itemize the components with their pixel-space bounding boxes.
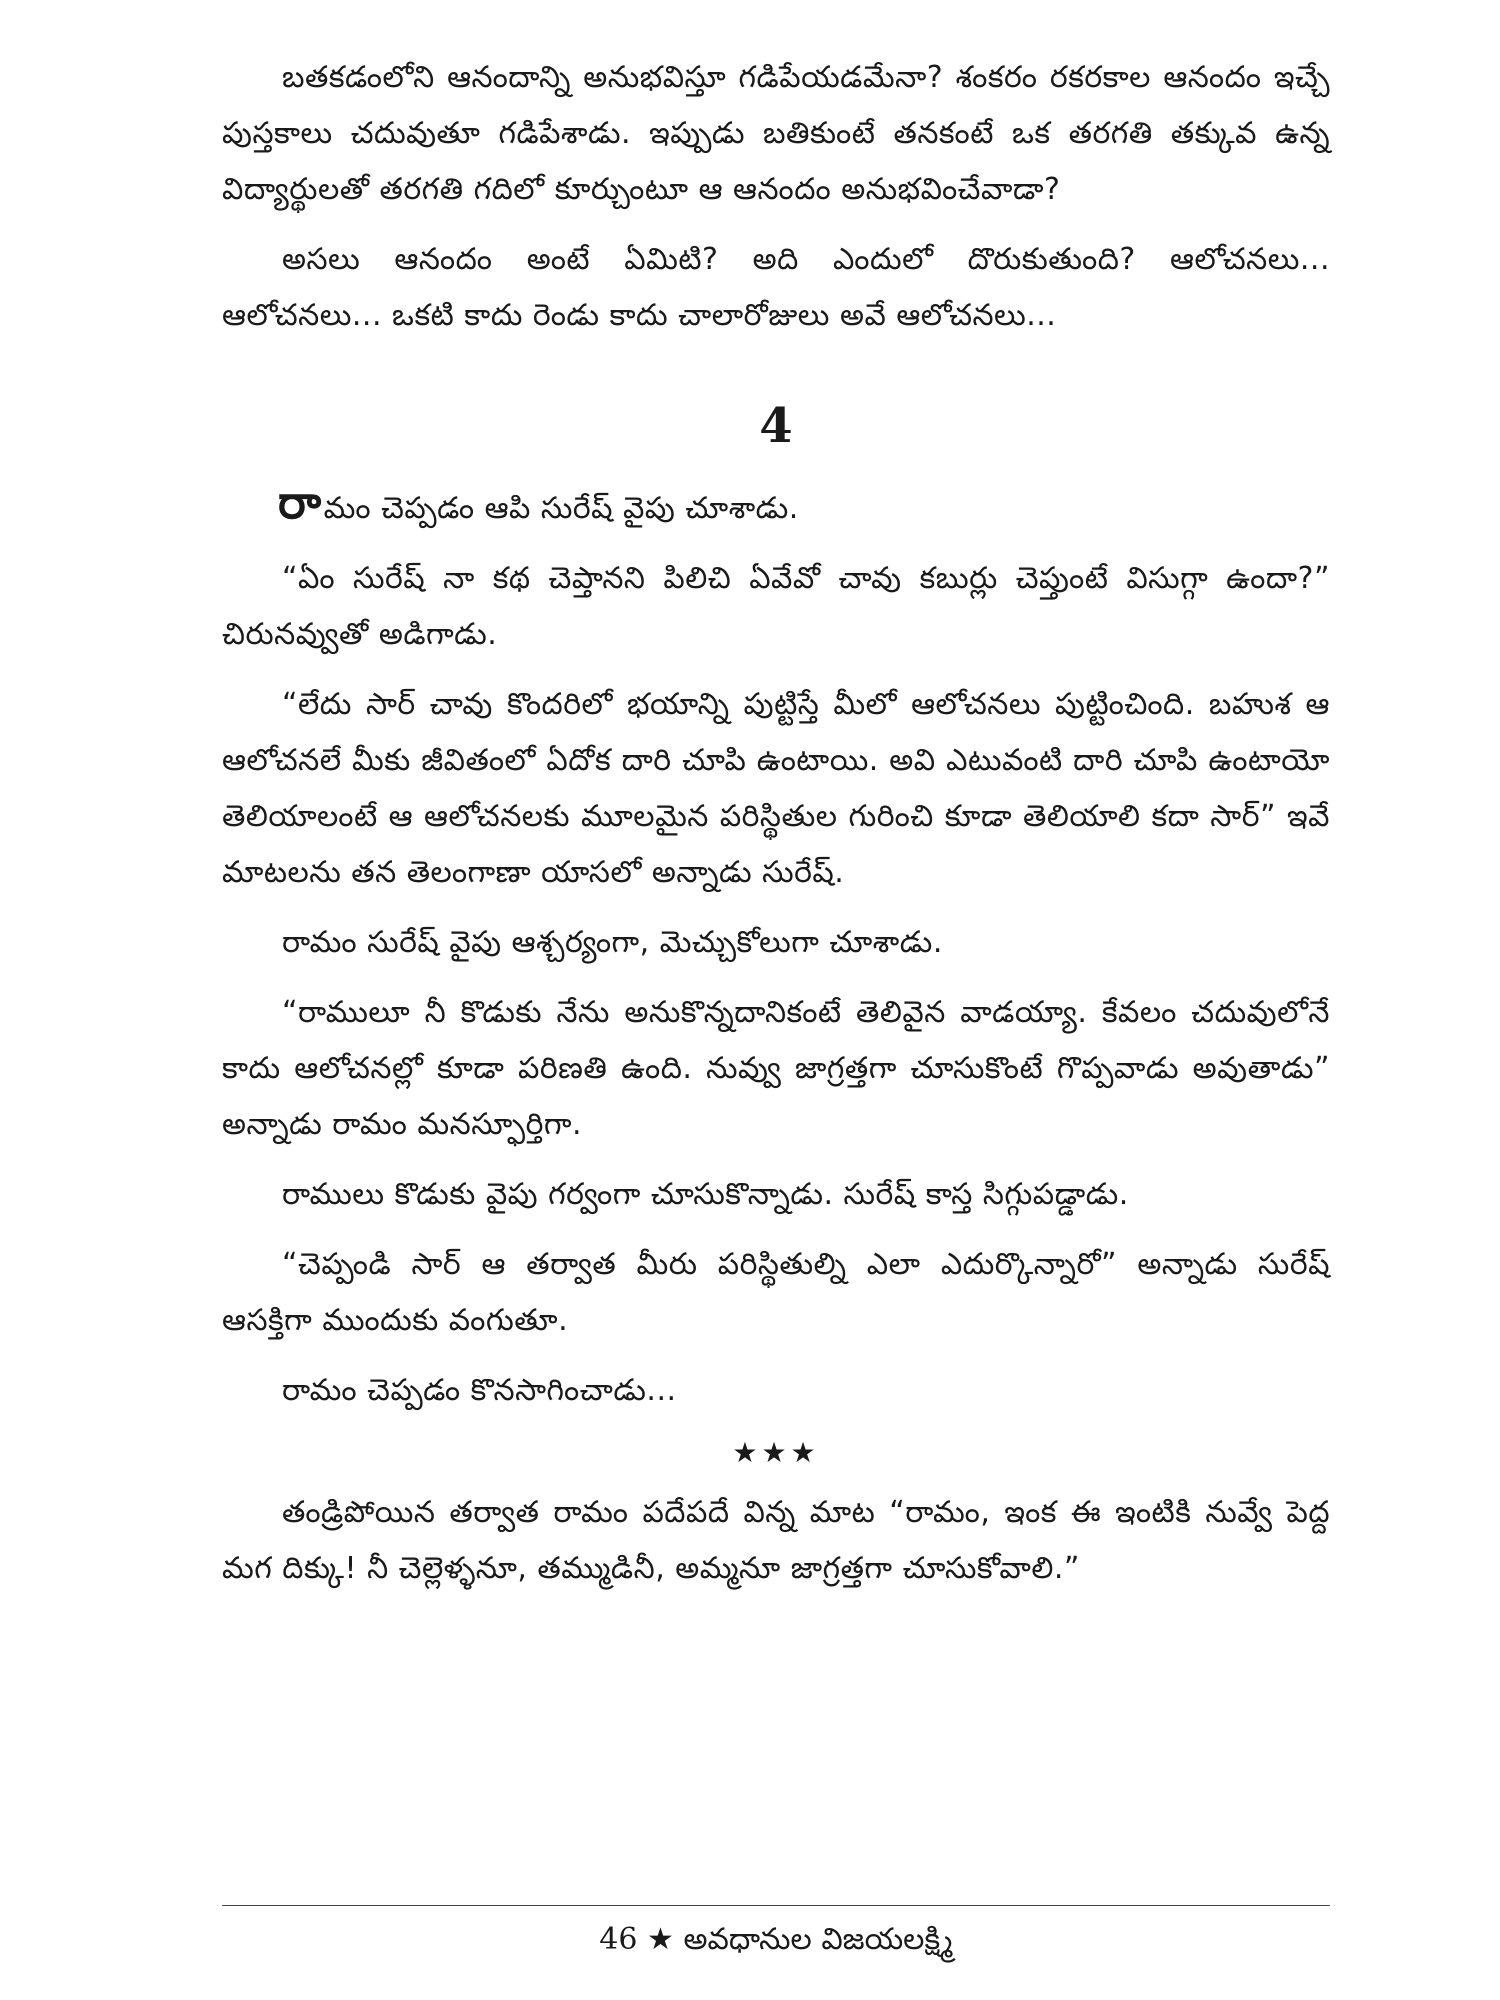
opening-text: మం చెప్పడం ఆపి సురేష్ వైపు చూశాడు. <box>323 491 799 526</box>
drop-cap: రా <box>278 475 322 529</box>
page-number: 46 <box>599 1922 638 1957</box>
paragraph: బతకడంలోని ఆనందాన్ని అనుభవిస్తూ గడిపేయడమేనా? శంకరం రకరకాల ఆనందం ఇచ్చే పుస్తకాలు చదువుతూ గడిపేశాడు. ఇప్పుడు బతికుంటే తనకంటే ఒక తరగతి తక్కువ ఉన్న విద్యార్థులతో తరగతి గదిలో కూర్చుంటూ ఆ ఆనందం అనుభవించేవాడా? <box>222 60 1330 207</box>
paragraph: అసలు ఆనందం అంటే ఏమిటి? అది ఎందులో దొరుకుతుంది? ఆలోచనలు... ఆలోచనలు... ఒకటి కాదు రెండు కాదు చాలారోజులు అవే ఆలోచనలు... <box>222 242 1330 333</box>
paragraph: “చెప్పండి సార్ ఆ తర్వాత మీరు పరిస్థితుల్ని ఎలా ఎదుర్కొన్నారో” అన్నాడు సురేష్ ఆసక్తిగా ముందుకు వంగుతూ. <box>222 1247 1330 1338</box>
paragraph: రాములు కొడుకు వైపు గర్వంగా చూసుకొన్నాడు. సురేష్ కాస్త సిగ్గుపడ్డాడు. <box>282 1177 1129 1212</box>
page-footer <box>222 1918 1330 1962</box>
paragraph: “లేదు సార్ చావు కొందరిలో భయాన్ని పుట్టిస్తే మీలో ఆలోచనలు పుట్టించింది. బహుశ ఆ ఆలోచనలే మీకు జీవితంలో ఏదోక దారి చూపి ఉంటాయి. అవి ఎటువంటి దారి చూపి ఉంటాయో తెలియాలంటే ఆ ఆలోచనలకు మూలమైన పరిస్థితుల గురించి కూడా తెలియాలి కదా సార్” ఇవే మాటలను తన తెలంగాణా యాసలో అన్నాడు సురేష్. <box>222 687 1330 890</box>
star-icon: ★ <box>647 1922 674 1957</box>
author-name: అవధానుల విజయలక్ష్మి <box>683 1922 953 1957</box>
paragraph: రామం సురేష్ వైపు ఆశ్చర్యంగా, మెచ్చుకోలుగా చూశాడు. <box>282 925 943 960</box>
paragraph: రామం చెప్పడం కొనసాగించాడు... <box>282 1373 677 1408</box>
chapter-number: 4 <box>759 398 793 454</box>
chapter-opening-paragraph <box>222 474 1330 537</box>
paragraph: “ఏం సురేష్ నా కథ చెప్తానని పిలిచి ఏవేవో చావు కబుర్లు చెప్తుంటే విసుగ్గా ఉందా?” చిరునవ్వుతో అడిగాడు. <box>222 561 1330 652</box>
paragraph: తండ్రిపోయిన తర్వాత రామం పదేపదే విన్న మాట “రామం, ఇంక ఈ ఇంటికి నువ్వే పెద్ద మగ దిక్కు! నీ చెల్లెళ్ళనూ, తమ్ముడినీ, అమ్మనూ జాగ్రత్తగా చూసుకోవాలి.” <box>222 1495 1330 1586</box>
section-separator: ★★★ <box>732 1436 820 1469</box>
page-body <box>222 50 1330 1990</box>
paragraph: “రాములూ నీ కొడుకు నేను అనుకొన్నదానికంటే తెలివైన వాడయ్యా. కేవలం చదువులోనే కాదు ఆలోచనల్లో కూడా పరిణతి ఉంది. నువ్వు జాగ్రత్తగా చూసుకొంటే గొప్పవాడు అవుతాడు” అన్నాడు రామం మనస్ఫూర్తిగా. <box>222 995 1330 1142</box>
footer-divider <box>222 1905 1330 1906</box>
